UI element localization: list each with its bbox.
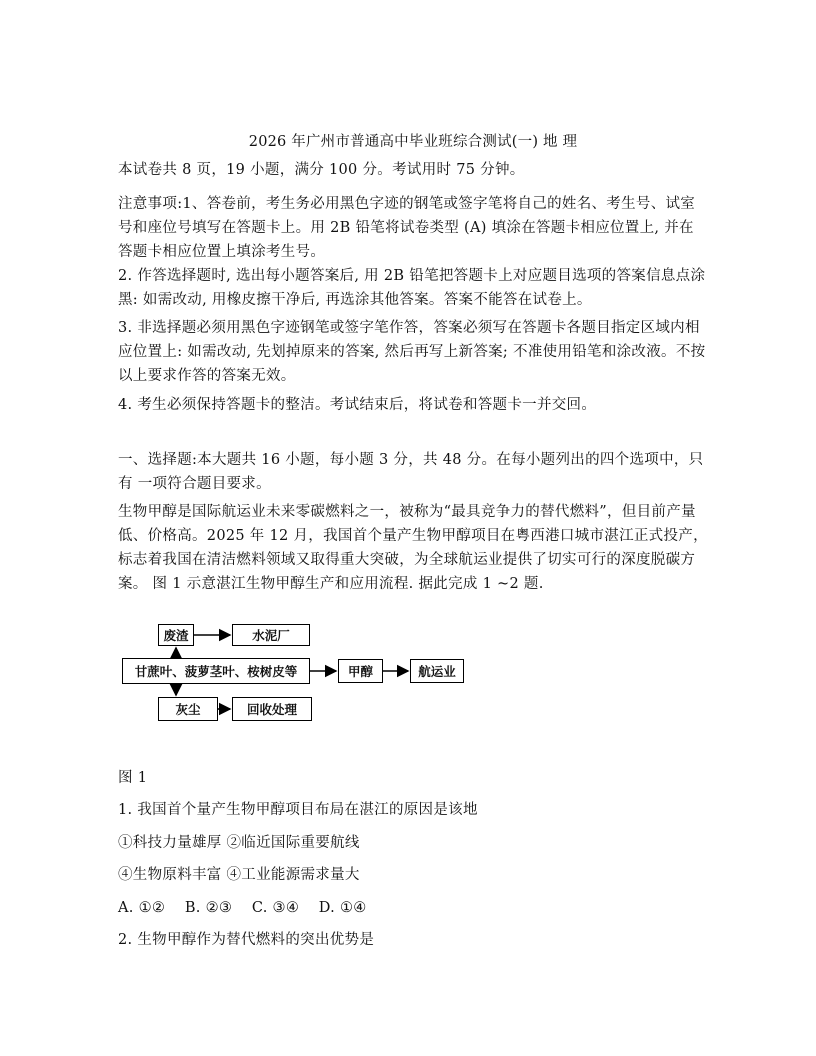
flow-diagram xyxy=(118,618,478,726)
q1-options: A. ①② B. ②③ C. ③④ D. ①④ xyxy=(118,900,367,916)
node-raw-materials: 甘蔗叶、菠萝茎叶、桉树皮等 xyxy=(122,658,310,684)
node-recycle: 回收处理 xyxy=(232,697,312,721)
page-title: 2026 年广州市普通高中毕业班综合测试(一) 地 理 xyxy=(248,134,578,150)
passage: 生物甲醇是国际航运业未来零碳燃料之一，被称为“最具竞争力的替代燃料”，但目前产量低、价格高。2025 年 12 月，我国首个量产生物甲醇项目在粤西港口城市湛江正式投产， 标志着我国在清洁燃料领域又取得重大突破，为全球航运业提供了切实可行的深度脱碳方案。 图 1 示意湛江生物甲醇生产和应用流程. 据此完成 1 ~2 题. xyxy=(118,504,708,592)
node-methanol: 甲醇 xyxy=(338,659,383,683)
note-1: 注意事项:1、答卷前，考生务必用黑色字迹的钢笔或签字笔将自己的姓名、考生号、试室号和座位号填写在答题卡上。用 2B 铅笔将试卷类型 (A) 填涂在答题卡相应位置上, 并在答题卡相应位置上填涂考生号。 xyxy=(118,196,696,260)
note-3: 3. 非选择题必须用黑色字迹钢笔或签字笔作答，答案必须写在答题卡各题目指定区域内相应位置上: 如需改动, 先划掉原来的答案, 然后再写上新答案; 不准使用铅笔和涂改液。不按以上要求作答的答案无效。 xyxy=(118,320,706,384)
node-cement: 水泥厂 xyxy=(232,624,310,646)
node-residue: 废渣 xyxy=(158,624,194,646)
node-ash: 灰尘 xyxy=(158,697,218,721)
note-4: 4. 考生必须保持答题卡的整洁。考试结束后，将试卷和答题卡一并交回。 xyxy=(118,397,597,413)
q2-stem: 2. 生物甲醇作为替代燃料的突出优势是 xyxy=(118,932,375,948)
q1-choices-line1: ①科技力量雄厚 ②临近国际重要航线 xyxy=(118,835,360,851)
node-shipping: 航运业 xyxy=(410,659,464,683)
exam-intro: 本试卷共 8 页，19 小题，满分 100 分。考试用时 75 分钟。 xyxy=(118,162,525,178)
section-heading: 一、选择题:本大题共 16 小题，每小题 3 分，共 48 分。在每小题列出的四个选项中，只有 一项符合题目要求。 xyxy=(118,452,704,492)
q1-choices-line2: ④生物原料丰富 ④工业能源需求量大 xyxy=(118,867,360,883)
q1-stem: 1. 我国首个量产生物甲醇项目布局在湛江的原因是该地 xyxy=(118,802,478,818)
note-2: 2. 作答选择题时, 选出每小题答案后, 用 2B 铅笔把答题卡上对应题目选项的答案信息点涂黑: 如需改动, 用橡皮擦干净后, 再选涂其他答案。答案不能答在试卷上。 xyxy=(118,268,706,308)
figure-caption: 图 1 xyxy=(118,770,148,786)
